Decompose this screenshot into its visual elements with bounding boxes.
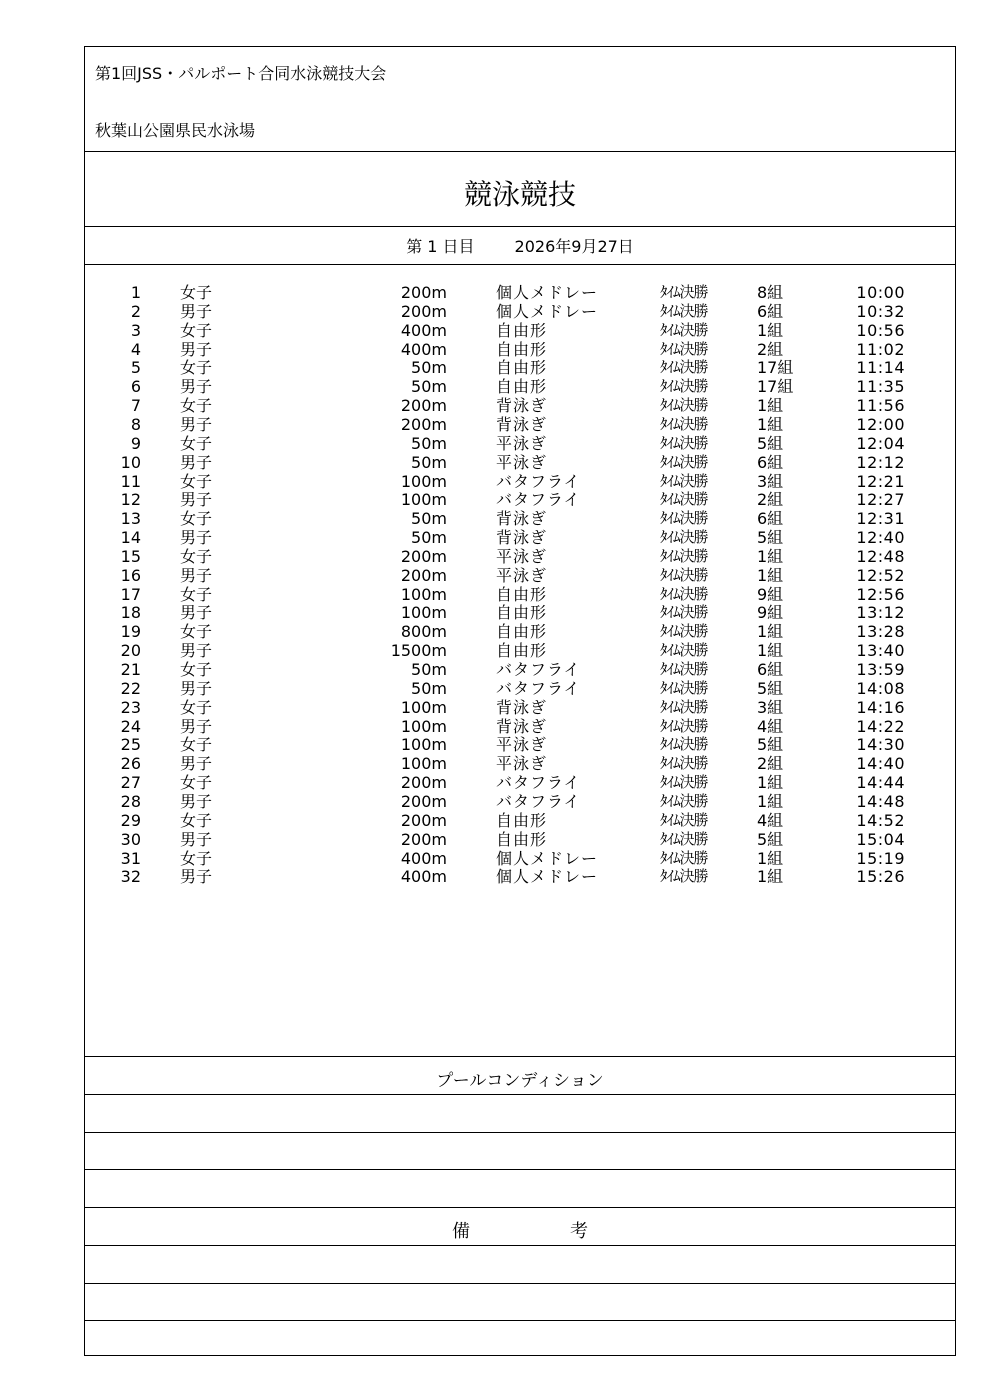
event-start-time: 13:40: [856, 641, 905, 661]
event-stroke: バタフライ: [496, 471, 581, 491]
divider: [85, 1169, 955, 1170]
divider: [85, 1094, 955, 1095]
schedule-row: [85, 754, 955, 773]
divider: [85, 1283, 955, 1284]
schedule-row: [85, 302, 955, 321]
event-stroke: 個人メドレー: [496, 283, 599, 302]
schedule-row: [85, 811, 955, 830]
event-round: ﾀｲﾑ決勝: [660, 509, 708, 528]
schedule-row: [85, 735, 955, 754]
event-heats: 3組: [757, 697, 784, 717]
event-heats: 2組: [757, 754, 784, 774]
event-stroke: 自由形: [496, 603, 548, 623]
event-stroke: 自由形: [496, 377, 548, 397]
event-number: 11: [120, 471, 141, 491]
event-sex: 女子: [180, 396, 213, 416]
event-distance: 800m: [400, 622, 447, 642]
event-start-time: 11:35: [856, 377, 905, 397]
event-number: 5: [130, 358, 141, 378]
event-distance: 200m: [400, 396, 447, 416]
event-number: 9: [130, 433, 141, 453]
event-stroke: 個人メドレー: [496, 301, 599, 321]
event-number: 26: [120, 754, 141, 774]
event-round: ﾀｲﾑ決勝: [660, 471, 708, 490]
event-number: 25: [120, 735, 141, 755]
event-heats: 1組: [757, 641, 784, 661]
schedule-row: [85, 566, 955, 585]
schedule-row: [85, 792, 955, 811]
schedule-row: [85, 340, 955, 359]
event-start-time: 14:40: [856, 754, 905, 774]
event-distance: 50m: [411, 377, 447, 397]
event-round: ﾀｲﾑ決勝: [660, 433, 708, 452]
venue-name: 秋葉山公園県民水泳場: [95, 121, 256, 140]
event-heats: 2組: [757, 339, 784, 359]
meet-date: 2026年9月27日: [514, 237, 634, 256]
event-distance: 200m: [400, 301, 447, 321]
event-heats: 1組: [757, 396, 784, 416]
event-sex: 女子: [180, 735, 213, 755]
event-start-time: 11:02: [856, 339, 905, 359]
divider: [85, 151, 955, 152]
event-round: ﾀｲﾑ決勝: [660, 867, 708, 886]
event-stroke: 自由形: [496, 810, 548, 830]
meet-name: 第1回JSS・パルポート合同水泳競技大会: [95, 64, 387, 83]
schedule-row: [85, 773, 955, 792]
event-sex: 男子: [180, 678, 213, 698]
event-round: ﾀｲﾑ決勝: [660, 320, 708, 339]
event-number: 31: [120, 848, 141, 868]
event-round: ﾀｲﾑ決勝: [660, 810, 708, 829]
event-heats: 5組: [757, 678, 784, 698]
event-number: 30: [120, 829, 141, 849]
event-sex: 男子: [180, 414, 213, 434]
event-distance: 50m: [411, 678, 447, 698]
event-sex: 男子: [180, 754, 213, 774]
event-start-time: 13:12: [856, 603, 905, 623]
event-start-time: 12:48: [856, 546, 905, 566]
schedule-row: [85, 849, 955, 868]
event-round: ﾀｲﾑ決勝: [660, 490, 708, 509]
event-number: 4: [130, 339, 141, 359]
schedule-row: [85, 660, 955, 679]
event-stroke: バタフライ: [496, 773, 581, 793]
event-start-time: 11:14: [856, 358, 905, 378]
divider: [85, 1132, 955, 1133]
schedule-row: [85, 453, 955, 472]
divider: [85, 1056, 955, 1057]
event-stroke: バタフライ: [496, 678, 581, 698]
divider: [85, 1207, 955, 1208]
event-number: 14: [120, 528, 141, 548]
program-sheet: [84, 46, 956, 1356]
event-start-time: 15:19: [856, 848, 905, 868]
event-start-time: 12:40: [856, 528, 905, 548]
event-heats: 4組: [757, 716, 784, 736]
event-heats: 9組: [757, 584, 784, 604]
event-sex: 男子: [180, 716, 213, 736]
schedule-row: [85, 509, 955, 528]
schedule-row: [85, 377, 955, 396]
event-number: 22: [120, 678, 141, 698]
schedule-row: [85, 698, 955, 717]
event-distance: 50m: [411, 528, 447, 548]
event-distance: 200m: [400, 791, 447, 811]
event-round: ﾀｲﾑ決勝: [660, 339, 708, 358]
event-heats: 5組: [757, 528, 784, 548]
event-start-time: 12:52: [856, 565, 905, 585]
event-heats: 1組: [757, 791, 784, 811]
event-distance: 400m: [400, 848, 447, 868]
event-round: ﾀｲﾑ決勝: [660, 358, 708, 377]
event-round: ﾀｲﾑ決勝: [660, 829, 708, 848]
event-sex: 女子: [180, 697, 213, 717]
event-round: ﾀｲﾑ決勝: [660, 848, 708, 867]
schedule-row: [85, 396, 955, 415]
event-round: ﾀｲﾑ決勝: [660, 697, 708, 716]
event-number: 28: [120, 791, 141, 811]
event-round: ﾀｲﾑ決勝: [660, 528, 708, 547]
schedule-row: [85, 490, 955, 509]
event-start-time: 12:56: [856, 584, 905, 604]
event-heats: 8組: [757, 283, 784, 302]
event-stroke: 自由形: [496, 622, 548, 642]
remarks-label-b: 考: [570, 1221, 588, 1242]
event-stroke: バタフライ: [496, 791, 581, 811]
event-distance: 400m: [400, 339, 447, 359]
event-stroke: 自由形: [496, 358, 548, 378]
event-distance: 100m: [400, 584, 447, 604]
event-start-time: 14:44: [856, 773, 905, 793]
event-sex: 男子: [180, 641, 213, 661]
event-distance: 50m: [411, 452, 447, 472]
event-sex: 女子: [180, 660, 213, 679]
event-stroke: 自由形: [496, 829, 548, 849]
event-sex: 男子: [180, 791, 213, 811]
event-sex: 女子: [180, 773, 213, 793]
event-round: ﾀｲﾑ決勝: [660, 283, 708, 301]
event-distance: 100m: [400, 735, 447, 755]
schedule-row: [85, 528, 955, 547]
event-heats: 1組: [757, 773, 784, 793]
event-distance: 100m: [400, 716, 447, 736]
event-start-time: 14:30: [856, 735, 905, 755]
schedule-row: [85, 472, 955, 491]
event-start-time: 12:04: [856, 433, 905, 453]
schedule-row: [85, 283, 955, 302]
event-heats: 6組: [757, 660, 784, 679]
event-round: ﾀｲﾑ決勝: [660, 773, 708, 792]
event-start-time: 15:26: [856, 867, 905, 887]
event-stroke: 平泳ぎ: [496, 452, 548, 472]
event-round: ﾀｲﾑ決勝: [660, 565, 708, 584]
event-heats: 1組: [757, 565, 784, 585]
event-stroke: 平泳ぎ: [496, 546, 548, 566]
event-start-time: 10:56: [856, 320, 905, 340]
schedule-row: [85, 415, 955, 434]
event-stroke: 自由形: [496, 320, 548, 340]
event-start-time: 14:48: [856, 791, 905, 811]
event-round: ﾀｲﾑ決勝: [660, 754, 708, 773]
event-start-time: 13:59: [856, 660, 905, 679]
event-round: ﾀｲﾑ決勝: [660, 678, 708, 697]
event-number: 10: [120, 452, 141, 472]
event-round: ﾀｲﾑ決勝: [660, 584, 708, 603]
event-number: 1: [130, 283, 141, 302]
schedule-row: [85, 679, 955, 698]
event-sex: 男子: [180, 603, 213, 623]
event-start-time: 11:56: [856, 396, 905, 416]
event-stroke: 自由形: [496, 641, 548, 661]
event-stroke: 個人メドレー: [496, 848, 599, 868]
event-start-time: 13:28: [856, 622, 905, 642]
schedule-row: [85, 547, 955, 566]
event-heats: 2組: [757, 490, 784, 510]
event-heats: 1組: [757, 320, 784, 340]
divider: [85, 1245, 955, 1246]
remarks-label: [85, 1217, 955, 1243]
event-stroke: 背泳ぎ: [496, 697, 548, 717]
event-sex: 男子: [180, 452, 213, 472]
event-start-time: 12:12: [856, 452, 905, 472]
event-heats: 6組: [757, 452, 784, 472]
event-distance: 100m: [400, 471, 447, 491]
event-heats: 1組: [757, 867, 784, 887]
event-round: ﾀｲﾑ決勝: [660, 301, 708, 320]
event-distance: 1500m: [390, 641, 447, 661]
event-round: ﾀｲﾑ決勝: [660, 641, 708, 660]
event-heats: 17組: [757, 377, 794, 397]
divider: [85, 264, 955, 265]
schedule-row: [85, 867, 955, 886]
event-distance: 200m: [400, 283, 447, 302]
event-start-time: 14:08: [856, 678, 905, 698]
event-sex: 女子: [180, 810, 213, 830]
event-number: 23: [120, 697, 141, 717]
event-sex: 男子: [180, 829, 213, 849]
event-number: 17: [120, 584, 141, 604]
event-heats: 5組: [757, 735, 784, 755]
event-distance: 200m: [400, 829, 447, 849]
event-number: 8: [130, 414, 141, 434]
event-number: 13: [120, 509, 141, 529]
divider: [85, 1320, 955, 1321]
event-stroke: バタフライ: [496, 660, 581, 679]
event-start-time: 12:21: [856, 471, 905, 491]
event-heats: 6組: [757, 301, 784, 321]
event-heats: 1組: [757, 546, 784, 566]
event-sex: 女子: [180, 320, 213, 340]
event-round: ﾀｲﾑ決勝: [660, 396, 708, 415]
event-distance: 200m: [400, 810, 447, 830]
event-stroke: 背泳ぎ: [496, 396, 548, 416]
event-distance: 400m: [400, 320, 447, 340]
event-stroke: 背泳ぎ: [496, 414, 548, 434]
event-number: 27: [120, 773, 141, 793]
event-stroke: 自由形: [496, 339, 548, 359]
schedule-row: [85, 321, 955, 340]
event-heats: 1組: [757, 848, 784, 868]
schedule-row: [85, 641, 955, 660]
event-round: ﾀｲﾑ決勝: [660, 546, 708, 565]
schedule-row: [85, 717, 955, 736]
event-number: 19: [120, 622, 141, 642]
event-distance: 100m: [400, 697, 447, 717]
event-round: ﾀｲﾑ決勝: [660, 660, 708, 678]
event-number: 20: [120, 641, 141, 661]
event-stroke: 個人メドレー: [496, 867, 599, 887]
event-sex: 女子: [180, 433, 213, 453]
event-sex: 女子: [180, 546, 213, 566]
event-number: 24: [120, 716, 141, 736]
event-distance: 100m: [400, 490, 447, 510]
remarks-label-a: 備: [452, 1221, 470, 1242]
event-start-time: 14:16: [856, 697, 905, 717]
event-number: 6: [130, 377, 141, 397]
event-stroke: 平泳ぎ: [496, 735, 548, 755]
event-distance: 50m: [411, 660, 447, 679]
event-sex: 男子: [180, 528, 213, 548]
event-number: 32: [120, 867, 141, 887]
event-start-time: 10:32: [856, 301, 905, 321]
event-sex: 男子: [180, 301, 213, 321]
event-round: ﾀｲﾑ決勝: [660, 622, 708, 641]
event-round: ﾀｲﾑ決勝: [660, 603, 708, 622]
event-sex: 女子: [180, 848, 213, 868]
event-distance: 200m: [400, 565, 447, 585]
pool-condition-label: プールコンディション: [436, 1071, 604, 1091]
event-number: 29: [120, 810, 141, 830]
event-title: 競泳競技: [463, 178, 576, 211]
event-heats: 6組: [757, 509, 784, 529]
event-sex: 女子: [180, 584, 213, 604]
event-start-time: 12:27: [856, 490, 905, 510]
event-distance: 200m: [400, 414, 447, 434]
event-number: 18: [120, 603, 141, 623]
event-stroke: 背泳ぎ: [496, 716, 548, 736]
event-sex: 女子: [180, 622, 213, 642]
event-distance: 200m: [400, 546, 447, 566]
schedule-row: [85, 585, 955, 604]
event-start-time: 15:04: [856, 829, 905, 849]
event-stroke: 平泳ぎ: [496, 433, 548, 453]
event-round: ﾀｲﾑ決勝: [660, 452, 708, 471]
schedule-row: [85, 358, 955, 377]
schedule-row: [85, 603, 955, 622]
event-sex: 女子: [180, 283, 213, 302]
event-start-time: 12:00: [856, 414, 905, 434]
event-start-time: 14:52: [856, 810, 905, 830]
event-distance: 200m: [400, 773, 447, 793]
day-label: 第 1 日目: [406, 237, 475, 256]
event-heats: 4組: [757, 810, 784, 830]
event-sex: 男子: [180, 867, 213, 887]
schedule-row: [85, 622, 955, 641]
event-round: ﾀｲﾑ決勝: [660, 735, 708, 754]
event-start-time: 14:22: [856, 716, 905, 736]
event-heats: 1組: [757, 414, 784, 434]
event-number: 15: [120, 546, 141, 566]
event-stroke: 自由形: [496, 584, 548, 604]
event-heats: 17組: [757, 358, 794, 378]
event-distance: 100m: [400, 603, 447, 623]
event-sex: 男子: [180, 377, 213, 397]
event-number: 2: [130, 301, 141, 321]
event-distance: 400m: [400, 867, 447, 887]
event-sex: 女子: [180, 509, 213, 529]
divider: [85, 226, 955, 227]
event-number: 21: [120, 660, 141, 679]
event-heats: 9組: [757, 603, 784, 623]
event-round: ﾀｲﾑ決勝: [660, 377, 708, 396]
event-number: 12: [120, 490, 141, 510]
event-sex: 男子: [180, 490, 213, 510]
event-sex: 男子: [180, 339, 213, 359]
event-heats: 5組: [757, 433, 784, 453]
event-round: ﾀｲﾑ決勝: [660, 716, 708, 735]
event-round: ﾀｲﾑ決勝: [660, 791, 708, 810]
event-distance: 50m: [411, 509, 447, 529]
event-number: 3: [130, 320, 141, 340]
event-distance: 50m: [411, 433, 447, 453]
event-stroke: バタフライ: [496, 490, 581, 510]
event-stroke: 平泳ぎ: [496, 565, 548, 585]
schedule-row: [85, 434, 955, 453]
event-distance: 50m: [411, 358, 447, 378]
event-heats: 3組: [757, 471, 784, 491]
event-sex: 男子: [180, 565, 213, 585]
event-start-time: 10:00: [856, 283, 905, 302]
day-line: [85, 234, 955, 257]
event-start-time: 12:31: [856, 509, 905, 529]
event-stroke: 背泳ぎ: [496, 509, 548, 529]
event-distance: 100m: [400, 754, 447, 774]
event-heats: 5組: [757, 829, 784, 849]
event-sex: 女子: [180, 471, 213, 491]
event-number: 16: [120, 565, 141, 585]
event-heats: 1組: [757, 622, 784, 642]
event-sex: 女子: [180, 358, 213, 378]
event-number: 7: [130, 396, 141, 416]
schedule-row: [85, 830, 955, 849]
event-round: ﾀｲﾑ決勝: [660, 414, 708, 433]
event-stroke: 背泳ぎ: [496, 528, 548, 548]
event-stroke: 平泳ぎ: [496, 754, 548, 774]
